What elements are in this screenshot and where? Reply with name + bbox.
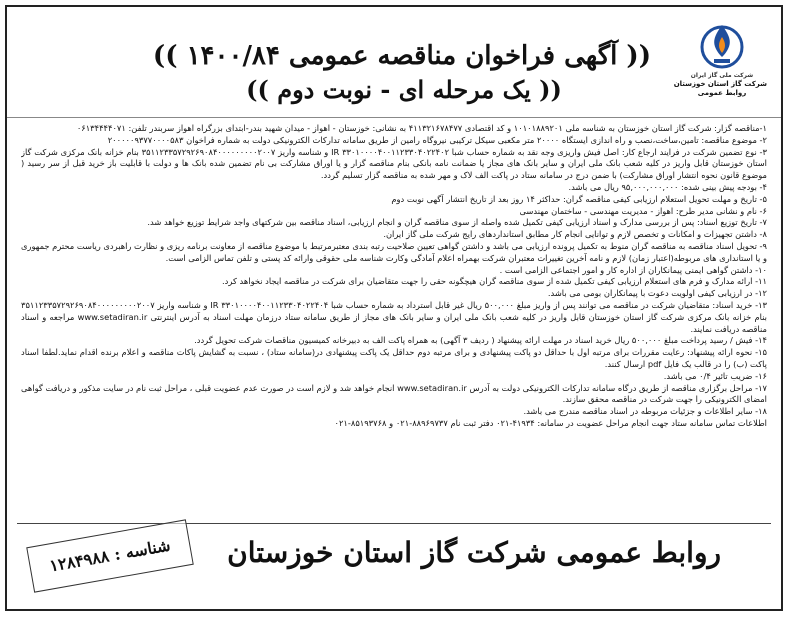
gas-flame-icon — [699, 21, 745, 71]
tender-item: ۳- نوع تضمین شرکت در فرایند ارجاع کار: اصل فیش واریزی وجه نقد به شماره حساب شبا IR ۳۳۰۱۰۰۰۰۴۰۰۱۱۲۳۳۰۴۰۲۲۴۰۲ و شناسه واریز ۳۵۱۱۲۳۳۵۷۲۹۲۶۹۰۸۴۰۰۰۰۰۰۰۰۰۲۰۰۷ بنام خزانه بانک مرکزی شرکت گاز استان خوزستان قابل واریز در کلیه شعب بانک ملی ایران و سایر بانک های مجاز یا ضمانت نامه بانکی بنام مناقصه گزار و یا اوراق مشارکت بی نام تضمین شده بانک ها و دولت با قابلیت باز خرید قبل از سر رسید ( موضوع قانون نحوه انتشار اوراق مشارکت) با ضمن درج در سامانه ستاد در پاکت الف لاک و مهر شده به مناقصه گزار تسلیم گردد. — [21, 146, 767, 181]
tender-item: ۸- داشتن تجهیزات و امکانات و تخصص لازم و توانایی انجام کار مطابق استانداردهای رایج شرکت ملی گاز ایران. — [383, 229, 767, 240]
tender-item: ۱۳- خرید اسناد: متقاضیان شرکت در مناقصه می توانند پس از واریز مبلغ ۵۰۰,۰۰۰ ریال غیر قابل استرداد به شماره حساب شبا IR ۳۳۰۱۰۰۰۰۴۰۰۱۱۲۳۳۰۴۰۲۲۴۰۴ و شناسه واریز ۳۵۱۱۲۳۳۵۷۲۹۲۶۹۰۸۴۰۰۰۰۰۰۰۰۰۲۰۰۷ بنام خزانه بانک مرکزی شرکت گاز استان خوزستان قابل واریز در کلیه شعب بانک ملی ایران و سایر بانک های مجاز از طریق سامانه ستاد درزمان مهلت اسناد به آدرس اینترنتی www.setadiran.ir مراجعه و اسناد مناقصه دریافت نمایند. — [21, 299, 767, 334]
announcement-page — [5, 5, 783, 611]
tender-item: ۱۰- داشتن گواهی ایمنی پیمانکاران از اداره کار و امور اجتماعی الزامی است . — [499, 264, 767, 275]
footer-divider — [17, 523, 771, 524]
tender-item: ۴- بودجه پیش بینی شده: ۹۵,۰۰۰,۰۰۰,۰۰۰ ریال می باشد. — [568, 181, 767, 192]
header — [7, 7, 781, 118]
tender-item: ۱۱- ارائه مدارک و فرم های استعلام ارزیابی کیفی تکمیل شده از سوی مناقصه گران هیچگونه حقی را جهت متقاضیان برای شرکت در مناقصه ایجاد نخواهد کرد. — [222, 276, 767, 287]
logo-department: روابط عمومی — [697, 89, 747, 97]
tender-item: ۶- نام و نشانی مدیر طرح: اهواز - مدیریت مهندسی - ساختمان مهندسی — [519, 205, 767, 216]
tender-item: ۹- تحویل اسناد مناقصه به مناقصه گران منوط به تکمیل پرونده ارزیابی می باشد و داشتن گواهی تعیین صلاحیت رتبه بندی معتبرمرتبط با موضوع مناقصه از معاونت برنامه ریزی و نظارت راهبردی ریاست محترم جمهوری و یا استانداری های مربوطه(اعتبار زمان) لازم و نامه آخرین تغییرات معتبران شرکت بهمراه اعلام آمادگی وکارت شناسه ملی حقوقی وارائه کد پستی و تلفن تماس الزامی است. — [21, 240, 767, 263]
tender-item: ۱۸- سایر اطلاعات و جزئیات مربوطه در اسناد مناقصه مندرج می باشد. — [523, 406, 767, 417]
tender-item: ۵- تاریخ و مهلت تحویل استعلام ارزیابی کیفی مناقصه گران: حداکثر ۱۴ روز بعد از تاریخ انتشار آگهی نوبت دوم — [391, 193, 767, 204]
tender-item: اطلاعات تماس سامانه ستاد جهت انجام مراحل عضویت در سامانه: ۴۱۹۳۴-۰۲۱ دفتر ثبت نام ۸۸۹۶۹۷۳۷-۰۲۱ و ۸۵۱۹۳۷۶۸-۰۲۱ — [334, 417, 767, 428]
footer-organization: روابط عمومی شرکت گاز استان خوزستان — [227, 536, 721, 569]
tender-item: ۱۷- مراحل برگزاری مناقصه از طریق درگاه سامانه تدارکات الکترونیکی دولت به آدرس www.setadiran.ir انجام خواهد شد و لازم است در صورت عدم عضویت قبلی ، مراحل ثبت نام در سایت مذکور و دریافت گواهی امضای الکترونیکی را جهت شرکت در مناقصه محقق سازند. — [21, 382, 767, 405]
tender-item: ۱۴- فیش / رسید پرداخت مبلغ ۵۰۰,۰۰۰ ریال خرید اسناد در مهلت ارائه پیشنهاد ( ردیف ۳ آگهی) به همراه پاکت الف به دبیرخانه کمیسیون مناقصات شرکت تحویل گردد. — [194, 335, 767, 346]
title-block — [152, 39, 651, 107]
page-subtitle: (( یک مرحله ای - نوبت دوم )) — [246, 75, 562, 104]
tender-item: ۷- تاریخ توزیع اسناد: پس از بررسی مدارک و اسناد ارزیابی کیفی تکمیل شده واصله از سوی مناقصه گران و انجام ارزیابی، اسناد مناقصه بین شرکتهای واجد شرایط توزیع خواهد شد. — [147, 217, 767, 228]
tender-item: ۱۵- نحوه ارائه پیشنهاد: رعایت مقررات برای مرتبه اول با حداقل دو پاکت پیشنهادی و برای مرتبه دوم حداقل یک پاکت پیشنهادی در(سامانه ستاد) ، نسبت به گشایش پاکات مناقصه و اعلام برنده اقدام نماید.لطفا اسناد پاکت (ب) را در قالب یک فایل pdf ارسال کنند. — [21, 347, 767, 369]
tender-item: ۱-مناقصه گزار: شرکت گاز استان خوزستان به شناسه ملی ۱۰۱۰۱۸۸۹۲۰۱ و کد اقتصادی ۴۱۱۳۲۱۶۷۸۴۷۷ به نشانی: خوزستان - اهواز - میدان شهید بندر-ابتدای بزرگراه اهواز سربندر تلفن: ۰۶۱۳۴۴۴۴۰۷۱ — [76, 123, 767, 133]
tender-item: ۲- موضوع مناقصه: تامین،ساخت،نصب و راه اندازی ایستگاه ۲۰۰۰۰ متر مکعبی سیکل ترکیبی نیروگاه رامین از طریق سامانه تدارکات الکترونیکی دولت به شماره فراخوان ۲۰۰۰۰۰۹۳۷۷۰۰۰۰۵۸۳ — [107, 134, 767, 145]
tender-details — [21, 123, 767, 521]
id-stamp: شناسه : ۱۲۸۴۹۸۸ — [26, 519, 194, 592]
tender-item: ۱۶- ضریب تائیر ۰/۴ می باشد. — [663, 370, 767, 381]
logo-company-name: شرکت گاز استان خوزستان — [673, 80, 767, 88]
tender-item: ۱۲- در ارزیابی کیفی اولویت دعوت با پیمانکاران بومی می باشد. — [547, 288, 767, 299]
page-title: (( آگهی فراخوان مناقصه عمومی ۱۴۰۰/۸۴ )) — [152, 41, 651, 71]
company-logo — [673, 21, 767, 111]
logo-parent-company: شرکت ملی گاز ایران — [690, 72, 754, 79]
